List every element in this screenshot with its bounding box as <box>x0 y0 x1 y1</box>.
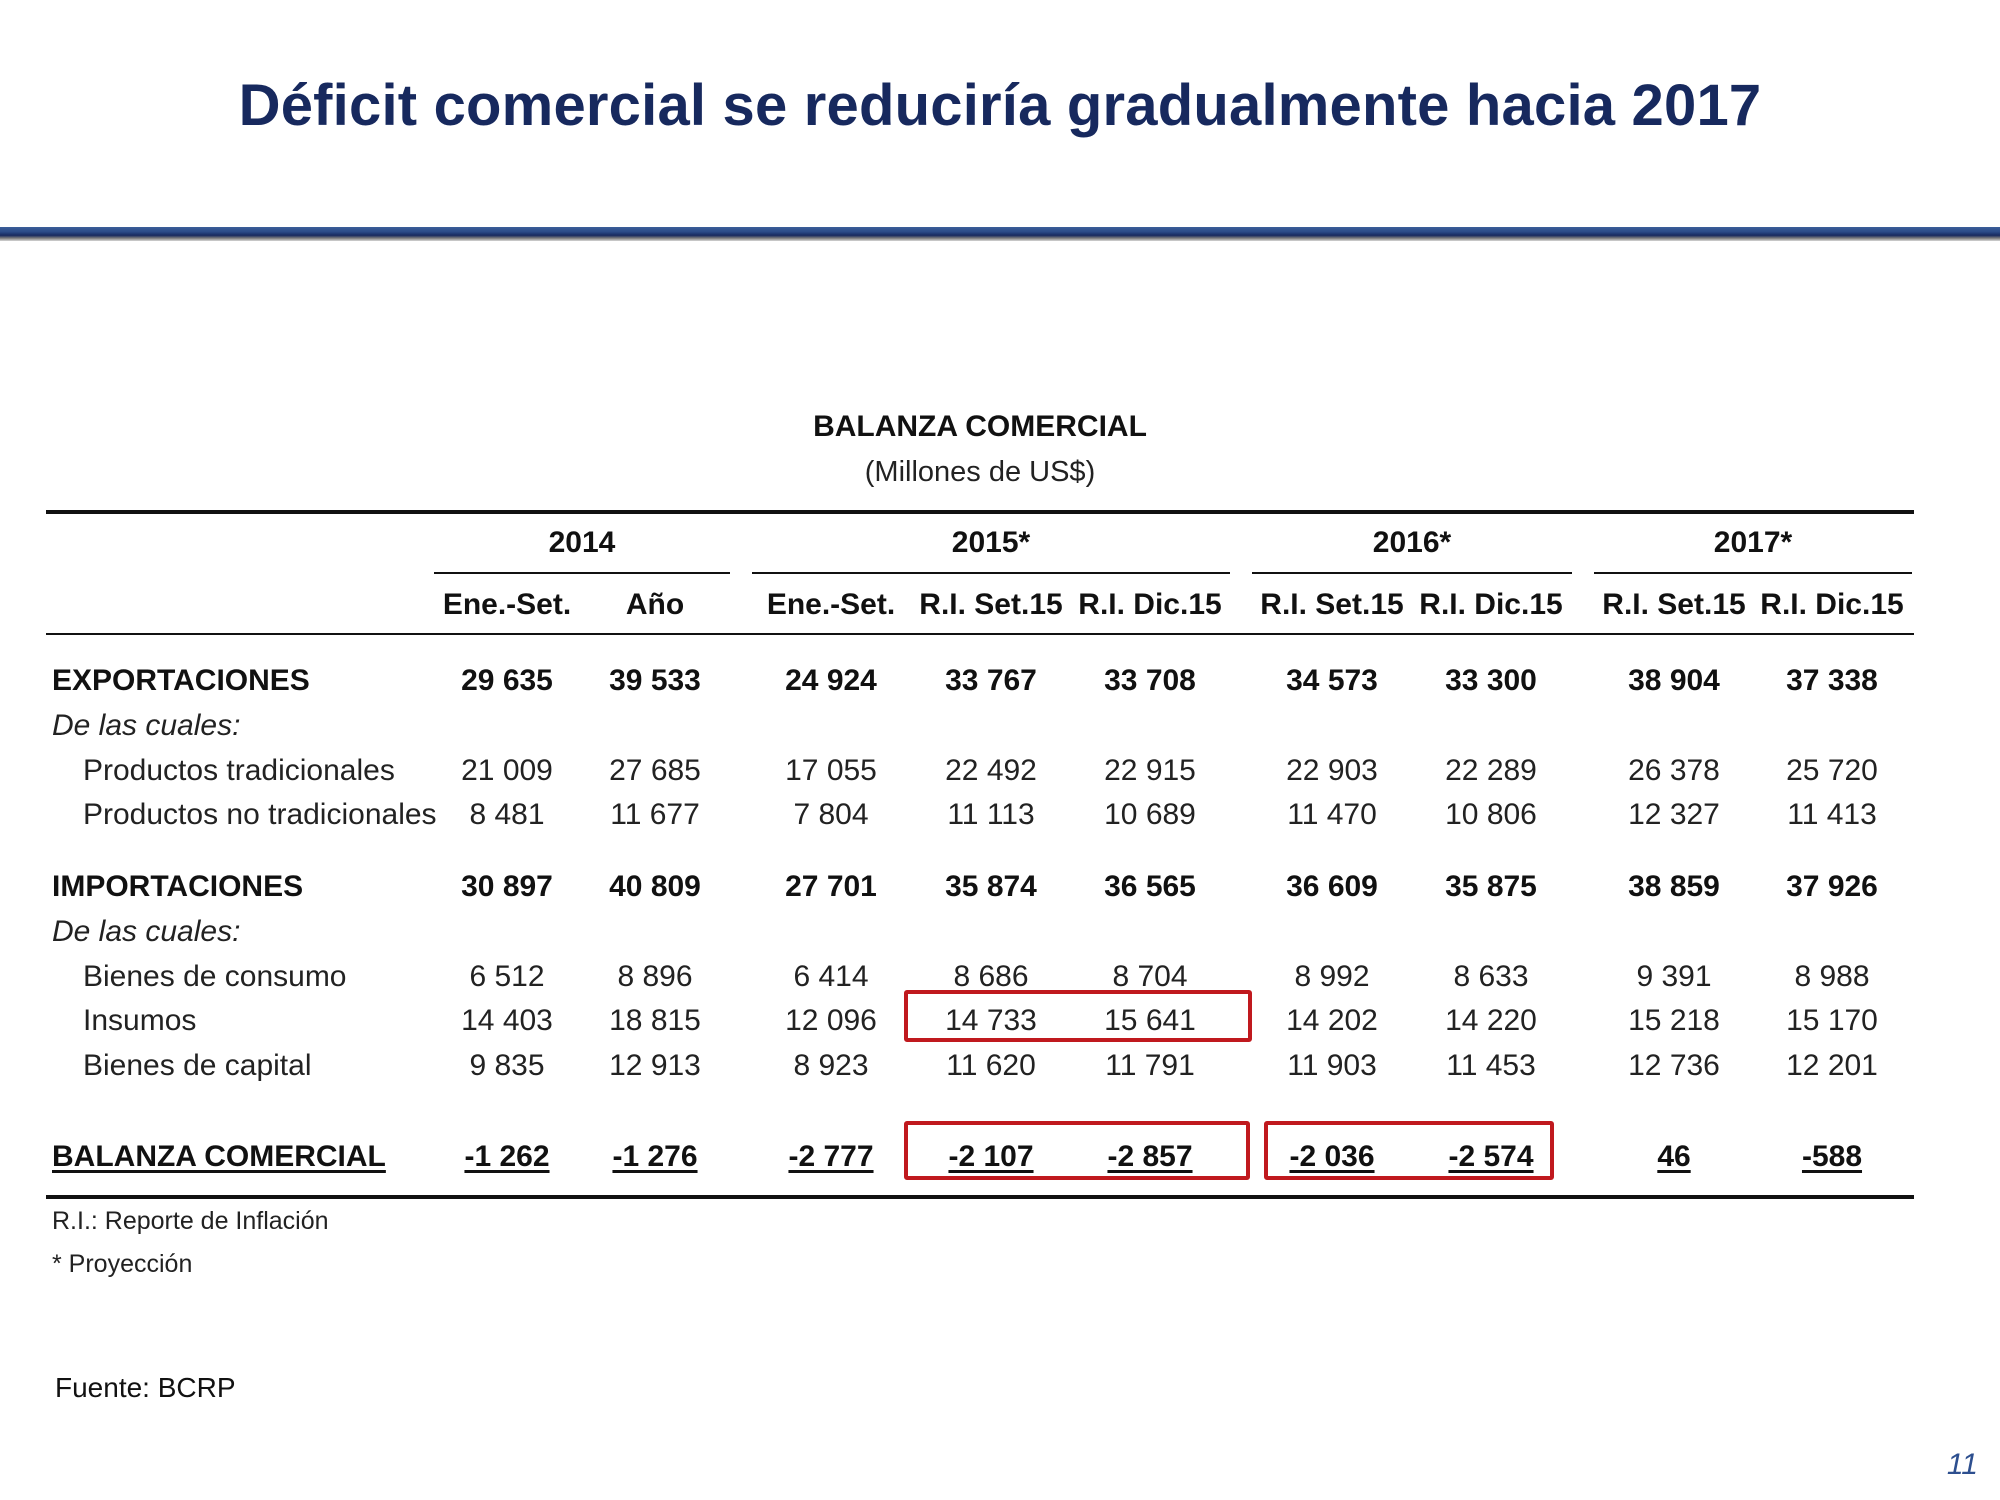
table-cell: 29 635 <box>461 664 553 697</box>
highlight-box-balanza-2015 <box>904 1121 1250 1180</box>
year-header-2014: 2014 <box>548 526 616 559</box>
table-cell: 22 492 <box>945 754 1037 787</box>
column-header: R.I. Dic.15 <box>1419 588 1563 621</box>
table-cell: 38 904 <box>1628 664 1720 697</box>
column-header: R.I. Set.15 <box>1260 588 1404 621</box>
column-header: Año <box>625 588 685 621</box>
table-cell: 9 391 <box>1636 960 1712 993</box>
table-cell: -2 107 <box>948 1140 1034 1173</box>
row-label-exportaciones: EXPORTACIONES <box>52 664 310 697</box>
year-underline-2016 <box>1252 572 1572 574</box>
table-cell: 8 481 <box>469 798 545 831</box>
table-cell: 22 915 <box>1104 754 1196 787</box>
column-header: R.I. Dic.15 <box>1078 588 1222 621</box>
table-cell: 34 573 <box>1286 664 1378 697</box>
table-cell: 11 903 <box>1287 1049 1377 1082</box>
table-title: BALANZA COMERCIAL <box>813 410 1147 443</box>
highlight-box-insumos-2015 <box>904 990 1252 1042</box>
source-note: Fuente: BCRP <box>55 1372 236 1403</box>
slide-title: Déficit comercial se reduciría gradualmente hacia 2017 <box>238 73 1762 138</box>
table-cell: 26 378 <box>1628 754 1720 787</box>
table-cell: 35 875 <box>1445 870 1537 903</box>
row-label-insumos: Insumos <box>83 1004 197 1037</box>
table-cell: 6 414 <box>793 960 869 993</box>
table-cell: 14 403 <box>461 1004 553 1037</box>
table-cell: 11 413 <box>1787 798 1877 831</box>
row-label-bienes-de-capital: Bienes de capital <box>83 1049 312 1082</box>
table-cell: 12 327 <box>1628 798 1720 831</box>
table-cell: 11 470 <box>1287 798 1377 831</box>
table-cell: 14 733 <box>945 1004 1037 1037</box>
table-cell: 8 923 <box>793 1049 869 1082</box>
table-cell: 37 926 <box>1786 870 1878 903</box>
year-header-2015: 2015* <box>951 526 1031 559</box>
table-subtitle: (Millones de US$) <box>864 456 1096 488</box>
table-cell: 8 988 <box>1794 960 1870 993</box>
table-top-rule <box>46 510 1914 514</box>
table-cell: 8 686 <box>953 960 1029 993</box>
table-note-proyeccion: * Proyección <box>52 1250 193 1278</box>
table-cell: 36 565 <box>1104 870 1196 903</box>
row-label-bienes-de-consumo: Bienes de consumo <box>83 960 347 993</box>
table-cell: 21 009 <box>461 754 553 787</box>
table-cell: 12 201 <box>1786 1049 1878 1082</box>
table-cell: 12 913 <box>609 1049 701 1082</box>
table-cell: 15 641 <box>1104 1004 1196 1037</box>
table-cell: 33 708 <box>1104 664 1196 697</box>
title-divider <box>0 227 2000 241</box>
table-cell: 22 289 <box>1445 754 1537 787</box>
table-cell: 38 859 <box>1628 870 1720 903</box>
table-cell: 35 874 <box>945 870 1037 903</box>
table-cell: 46 <box>1657 1140 1691 1173</box>
table-cell: 27 701 <box>785 870 877 903</box>
table-cell: 10 806 <box>1445 798 1537 831</box>
table-cell: 36 609 <box>1286 870 1378 903</box>
highlight-box-balanza-2016 <box>1264 1121 1554 1180</box>
column-header: R.I. Dic.15 <box>1760 588 1904 621</box>
year-underline-2015 <box>752 572 1230 574</box>
table-cell: 11 620 <box>946 1049 1036 1082</box>
table-cell: 40 809 <box>609 870 701 903</box>
table-cell: 30 897 <box>461 870 553 903</box>
table-cell: 17 055 <box>785 754 877 787</box>
table-cell: -588 <box>1801 1140 1863 1173</box>
row-label-de-las-cuales: De las cuales: <box>52 915 241 948</box>
table-cell: 15 218 <box>1628 1004 1720 1037</box>
table-cell: 25 720 <box>1786 754 1878 787</box>
table-cell: 11 453 <box>1446 1049 1536 1082</box>
table-cell: 33 767 <box>945 664 1037 697</box>
table-cell: 39 533 <box>609 664 701 697</box>
column-header: R.I. Set.15 <box>1602 588 1746 621</box>
year-header-2017: 2017* <box>1713 526 1793 559</box>
row-label-productos-tradicionales: Productos tradicionales <box>83 754 395 787</box>
year-underline-2014 <box>434 572 730 574</box>
table-bottom-rule <box>46 1195 1914 1199</box>
row-label-importaciones: IMPORTACIONES <box>52 870 304 903</box>
table-cell: 8 704 <box>1112 960 1188 993</box>
column-header: Ene.-Set. <box>766 588 896 621</box>
table-cell: -1 262 <box>464 1140 550 1173</box>
table-cell: 10 689 <box>1104 798 1196 831</box>
table-cell: 15 170 <box>1786 1004 1878 1037</box>
table-cell: 11 113 <box>947 798 1035 831</box>
table-cell: 18 815 <box>609 1004 701 1037</box>
table-cell: 6 512 <box>469 960 545 993</box>
table-cell: 12 736 <box>1628 1049 1720 1082</box>
table-cell: 12 096 <box>785 1004 877 1037</box>
table-cell: 33 300 <box>1445 664 1537 697</box>
header-bottom-rule <box>46 633 1914 635</box>
table-cell: 8 896 <box>617 960 693 993</box>
row-label-balanza-comercial: BALANZA COMERCIAL <box>52 1140 386 1173</box>
page-number: 11 <box>1946 1448 1978 1481</box>
table-cell: 7 804 <box>793 798 869 831</box>
table-note-ri: R.I.: Reporte de Inflación <box>52 1207 329 1235</box>
table-cell: -2 036 <box>1289 1140 1375 1173</box>
table-cell: -2 857 <box>1107 1140 1193 1173</box>
table-cell: 11 791 <box>1105 1049 1195 1082</box>
table-cell: 14 220 <box>1445 1004 1537 1037</box>
table-cell: 37 338 <box>1786 664 1878 697</box>
table-cell: 22 903 <box>1286 754 1378 787</box>
column-header: R.I. Set.15 <box>919 588 1063 621</box>
table-cell: 24 924 <box>785 664 877 697</box>
year-header-2016: 2016* <box>1372 526 1452 559</box>
table-cell: 27 685 <box>609 754 701 787</box>
table-cell: 9 835 <box>469 1049 545 1082</box>
table-cell: 8 633 <box>1453 960 1529 993</box>
table-cell: 8 992 <box>1294 960 1370 993</box>
row-label-de-las-cuales: De las cuales: <box>52 709 241 742</box>
table-cell: -1 276 <box>612 1140 698 1173</box>
table-cell: 11 677 <box>610 798 700 831</box>
table-cell: -2 777 <box>788 1140 874 1173</box>
table-cell: 14 202 <box>1286 1004 1378 1037</box>
table-cell: -2 574 <box>1448 1140 1534 1173</box>
column-header: Ene.-Set. <box>442 588 572 621</box>
row-label-productos-no-tradicionales: Productos no tradicionales <box>83 798 437 831</box>
year-underline-2017 <box>1594 572 1912 574</box>
